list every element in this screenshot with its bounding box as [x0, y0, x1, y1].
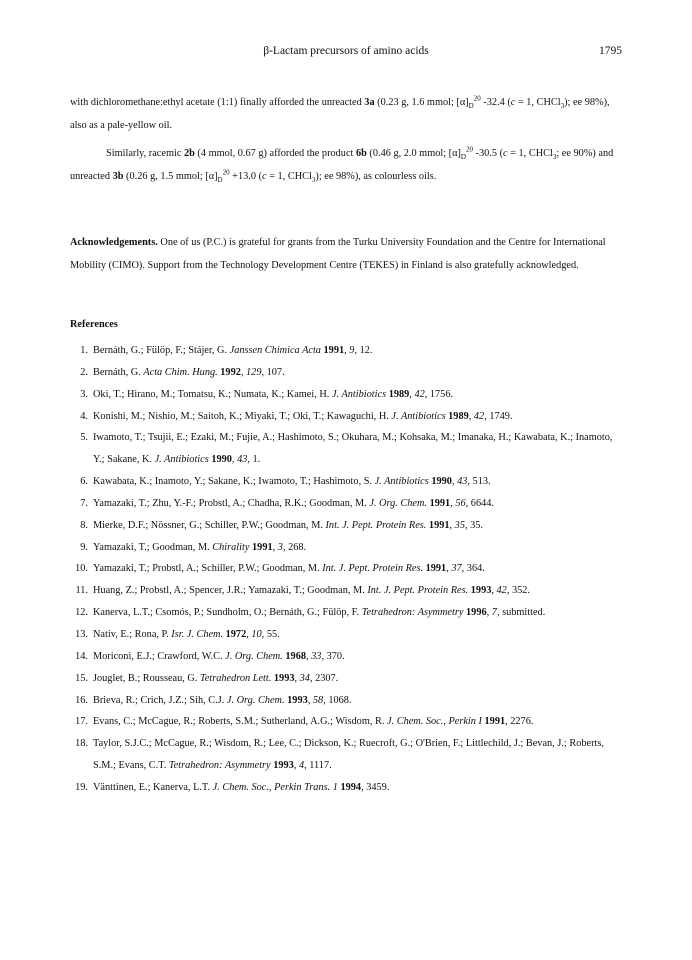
- reference-item: [70, 427, 622, 471]
- text-run: ,: [246, 628, 252, 640]
- text-run: 1968: [285, 650, 306, 662]
- text-run: 3: [552, 153, 557, 162]
- text-run: J. Org. Chem.: [226, 694, 285, 706]
- text-run: 2b: [183, 148, 195, 159]
- reference-number: 8.: [80, 519, 88, 531]
- text-run: 1994: [340, 781, 362, 793]
- reference-item: [70, 711, 622, 733]
- reference-item: [70, 777, 622, 799]
- text-run: 1993: [273, 672, 295, 684]
- reference-number: 7.: [80, 497, 88, 509]
- text-run: J. Antibiotics: [154, 454, 209, 466]
- text-run: J. Antibiotics: [331, 388, 387, 400]
- text-run: 33: [311, 650, 322, 662]
- text-run: Int. J. Pept. Protein Res.: [322, 563, 424, 575]
- text-run: Moriconi, E.J.; Crawford, W.C.: [93, 650, 226, 662]
- text-run: Isr. J. Chem.: [171, 628, 224, 640]
- text-run: Yamazaki, T.; Probstl, A.; Schiller, P.W.; Goodman, M.: [93, 563, 323, 575]
- text-run: Oki, T.; Hirano, M.; Tomatsu, K.; Numata, K.; Kamei, H.: [93, 388, 332, 400]
- text-run: c: [503, 148, 508, 159]
- text-run: , 1749.: [484, 410, 513, 422]
- text-run: with dichloromethane:ethyl acetate (1:1) finally afforded the unreacted: [70, 97, 365, 108]
- text-run: 42: [496, 585, 507, 597]
- reference-item: [70, 471, 622, 493]
- text-run: 1991: [428, 519, 450, 531]
- text-run: , 364.: [461, 563, 485, 575]
- text-run: 3: [277, 541, 283, 553]
- text-run: ,: [231, 454, 238, 466]
- reference-item: [70, 406, 622, 428]
- text-run: , 1117.: [304, 760, 332, 772]
- reference-number: 2.: [80, 366, 88, 378]
- running-header: [70, 45, 622, 63]
- reference-number: 9.: [80, 541, 88, 553]
- text-run: 20: [222, 168, 230, 177]
- body-paragraph: [70, 143, 622, 188]
- text-run: 42: [414, 388, 425, 400]
- text-run: +13.0 (: [229, 170, 263, 182]
- text-run: 1989: [448, 410, 469, 422]
- text-run: ,: [240, 366, 247, 378]
- text-run: Taylor, S.J.C.; McCague, R.; Wisdom, R.; Lee, C.; Dickson, K.; Ruecroft, G.; O'Brien, F.; Littlechild, J.; Bevan, J.; Roberts, S.M.; Evans, C.T.: [93, 738, 604, 772]
- text-run: Konishi, M.; Nishio, M.; Saitoh, K.; Miyaki, T.; Oki, T.; Kawaguchi, H.: [93, 410, 392, 422]
- reference-number: 11.: [75, 585, 88, 597]
- reference-item: [70, 493, 622, 515]
- text-run: 42: [473, 410, 485, 422]
- text-run: Bernáth, G.; Fülöp, F.; Stájer, G.: [93, 345, 230, 356]
- text-run: Nativ, E.; Rona, P.: [93, 628, 172, 640]
- text-run: (0.23 g, 1.6 mmol; [α]: [374, 97, 469, 108]
- text-run: Mierke, D.F.; Nössner, G.; Schiller, P.W.; Goodman, M.: [93, 519, 326, 531]
- reference-number: 14.: [75, 650, 88, 662]
- text-run: Vänttinen, E.; Kanerva, L.T.: [93, 781, 213, 793]
- text-run: 1996: [466, 607, 487, 619]
- text-run: J. Antibiotics: [391, 410, 446, 422]
- reference-item: [70, 646, 622, 668]
- text-run: , submitted.: [496, 607, 546, 619]
- reference-number: 3.: [80, 388, 88, 400]
- text-run: ,: [451, 476, 458, 488]
- text-run: = 1, CHCl: [515, 97, 561, 108]
- text-run: Int. J. Pept. Protein Res.: [367, 585, 469, 597]
- text-run: 1990: [211, 454, 232, 466]
- text-run: Tetrahedron Lett.: [199, 672, 272, 684]
- text-run: , 1756.: [424, 388, 454, 400]
- references-heading: References: [70, 319, 118, 330]
- text-run: D: [468, 102, 474, 111]
- text-run: 1991: [323, 345, 345, 356]
- reference-item: [70, 580, 622, 602]
- text-run: ,: [293, 760, 299, 772]
- reference-item: [70, 558, 622, 580]
- text-run: , 370.: [321, 650, 345, 662]
- text-run: 1991: [429, 497, 451, 509]
- text-run: ,: [272, 541, 278, 553]
- text-run: Int. J. Pept. Protein Res.: [325, 519, 427, 531]
- text-run: 1990: [431, 476, 452, 488]
- text-run: 37: [451, 563, 462, 575]
- reference-number: 16.: [75, 694, 88, 706]
- text-run: Iwamoto, T.; Tsujii, E.; Ezaki, M.; Fujie, A.; Hashimoto, S.; Okuhara, M.; Kohsaka, M.; Imanaka, H.; Kawabata, K.; Inamoto, Y.; Sakane, K.: [93, 432, 613, 466]
- reference-number: 4.: [80, 410, 88, 422]
- text-run: , 1068.: [323, 694, 352, 706]
- reference-item: [70, 362, 622, 384]
- running-title: β-Lactam precursors of amino acids: [263, 45, 429, 57]
- text-run: 20: [473, 94, 481, 103]
- text-run: ); ee 98%), as colourless oils.: [315, 170, 437, 182]
- reference-list: [70, 340, 622, 799]
- text-run: (4 mmol, 0.67 g) afforded the product: [194, 148, 356, 159]
- text-run: 58: [312, 694, 324, 706]
- text-run: 1991: [425, 563, 447, 575]
- reference-number: 19.: [75, 781, 88, 793]
- text-run: Yamazaki, T.; Zhu, Y.-F.; Probstl, A.; Chadha, R.K.; Goodman, M.: [93, 497, 370, 509]
- text-run: 6b: [355, 148, 367, 159]
- reference-item: [70, 690, 622, 712]
- text-run: 43: [237, 454, 248, 466]
- text-run: ,: [294, 672, 300, 684]
- text-run: 20: [465, 145, 473, 154]
- text-run: Janssen Chimica Acta: [229, 345, 321, 356]
- reference-number: 13.: [75, 628, 88, 640]
- body-paragraph: [70, 92, 622, 137]
- reference-item: [70, 384, 622, 406]
- page-number: 1795: [599, 45, 622, 57]
- text-run: 3b: [112, 170, 124, 182]
- text-run: (0.46 g, 2.0 mmol; [α]: [366, 148, 461, 159]
- acknowledgements-paragraph: [70, 232, 622, 277]
- text-run: 10: [251, 628, 262, 640]
- text-run: ,: [450, 497, 456, 509]
- text-run: , 3459.: [361, 781, 390, 793]
- text-run: ,: [449, 519, 455, 531]
- reference-number: 6.: [80, 476, 88, 488]
- text-run: -30.5 (: [472, 148, 503, 159]
- text-run: 43: [457, 476, 468, 488]
- text-run: Kawabata, K.; Inamoto, Y.; Sakane, K.; Iwamoto, T.; Hashimoto, S.: [93, 476, 375, 488]
- reference-item: [70, 733, 622, 777]
- text-run: Chirality: [212, 541, 250, 553]
- text-run: J. Antibiotics: [374, 476, 429, 488]
- text-run: 129: [246, 366, 262, 378]
- reference-number: 1.: [80, 345, 88, 356]
- text-run: 56: [455, 497, 466, 509]
- reference-number: 18.: [75, 738, 88, 750]
- text-run: 7: [491, 607, 497, 619]
- text-run: ,: [306, 650, 312, 662]
- reference-item: [70, 602, 622, 624]
- text-run: J. Org. Chem.: [225, 650, 283, 662]
- text-run: , 268.: [282, 541, 307, 553]
- text-run: 1993: [273, 760, 294, 772]
- text-run: , 2276.: [505, 716, 534, 728]
- text-run: Acta Chim. Hung.: [143, 366, 218, 378]
- text-run: Tetrahedron: Asymmetry: [361, 607, 464, 619]
- text-run: ; ee 90%) and unreacted: [70, 148, 614, 182]
- text-run: Tetrahedron: Asymmetry: [168, 760, 271, 772]
- text-run: Yamazaki, T.; Goodman, M.: [93, 541, 213, 553]
- reference-item: [70, 515, 622, 537]
- text-run: = 1, CHCl: [266, 170, 312, 182]
- text-run: c: [510, 97, 516, 108]
- text-run: 35: [454, 519, 465, 531]
- text-run: Acknowledgements.: [70, 237, 158, 248]
- text-run: , 6644.: [465, 497, 494, 509]
- text-run: (0.26 g, 1.5 mmol; [α]: [123, 170, 218, 182]
- text-run: ,: [446, 563, 452, 575]
- text-run: , 55.: [261, 628, 280, 640]
- reference-item: [70, 537, 622, 559]
- text-run: , 35.: [464, 519, 483, 531]
- text-run: ,: [344, 345, 350, 356]
- text-run: , 352.: [506, 585, 530, 597]
- text-run: , 107.: [261, 366, 285, 378]
- text-run: Jouglet, B.; Rousseau, G.: [93, 672, 200, 684]
- text-run: ,: [486, 607, 492, 619]
- text-run: Huang, Z.; Probstl, A.; Spencer, J.R.; Yamazaki, T.; Goodman, M.: [93, 585, 368, 597]
- text-run: J. Org. Chem.: [369, 497, 428, 509]
- text-run: ,: [491, 585, 497, 597]
- text-run: 3: [311, 175, 316, 184]
- text-run: , 513.: [467, 476, 491, 488]
- text-run: D: [217, 175, 223, 184]
- text-run: J. Chem. Soc., Perkin I: [387, 716, 482, 728]
- text-run: 34: [299, 672, 310, 684]
- text-run: 1972: [225, 628, 247, 640]
- reference-item: [70, 340, 622, 362]
- text-run: Evans, C.; McCague, R.; Roberts, S.M.; Sutherland, A.G.; Wisdom, R.: [93, 716, 387, 728]
- text-run: ,: [307, 694, 313, 706]
- reference-number: 15.: [75, 672, 88, 684]
- text-run: , 12.: [354, 345, 373, 356]
- text-run: D: [460, 153, 466, 162]
- text-run: -32.4 (: [480, 97, 511, 108]
- text-run: , 2307.: [309, 672, 339, 684]
- text-run: 4: [298, 760, 305, 772]
- text-run: 3a: [364, 97, 375, 108]
- text-run: 1991: [484, 716, 506, 728]
- text-run: One of us (P.C.) is grateful for grants from the Turku University Foundation and the Centre for International Mobility (CIMO). Support from the Technology Development Centre (TEKES) in Finland is also gratefully acknowledged.: [70, 237, 606, 271]
- text-run: ); ee 98%), also as a pale-yellow oil.: [70, 97, 610, 131]
- text-run: 1993: [287, 694, 308, 706]
- text-run: 1991: [252, 541, 273, 553]
- text-run: 1992: [220, 366, 241, 378]
- reference-number: 17.: [75, 716, 88, 728]
- text-run: ,: [409, 388, 415, 400]
- text-run: = 1, CHCl: [507, 148, 553, 159]
- text-run: Similarly, racemic: [106, 148, 184, 159]
- text-run: J. Chem. Soc., Perkin Trans. 1: [212, 781, 338, 793]
- reference-item: [70, 624, 622, 646]
- text-run: 3: [560, 102, 565, 111]
- text-run: 1989: [388, 388, 410, 400]
- text-run: , 1.: [247, 454, 261, 466]
- reference-item: [70, 668, 622, 690]
- text-run: Bernáth, G.: [93, 366, 144, 378]
- reference-number: 5.: [80, 432, 88, 444]
- text-run: 9: [349, 345, 355, 356]
- reference-number: 10.: [75, 563, 88, 575]
- text-run: ,: [468, 410, 474, 422]
- text-run: Kanerva, L.T.; Csomós, P.; Sundholm, O.; Bernáth, G.; Fülöp, F.: [93, 607, 362, 619]
- reference-number: 12.: [75, 607, 88, 619]
- text-run: 1993: [470, 585, 492, 597]
- text-run: c: [262, 170, 267, 182]
- text-run: Brieva, R.; Crich, J.Z.; Sih, C.J.: [93, 694, 227, 706]
